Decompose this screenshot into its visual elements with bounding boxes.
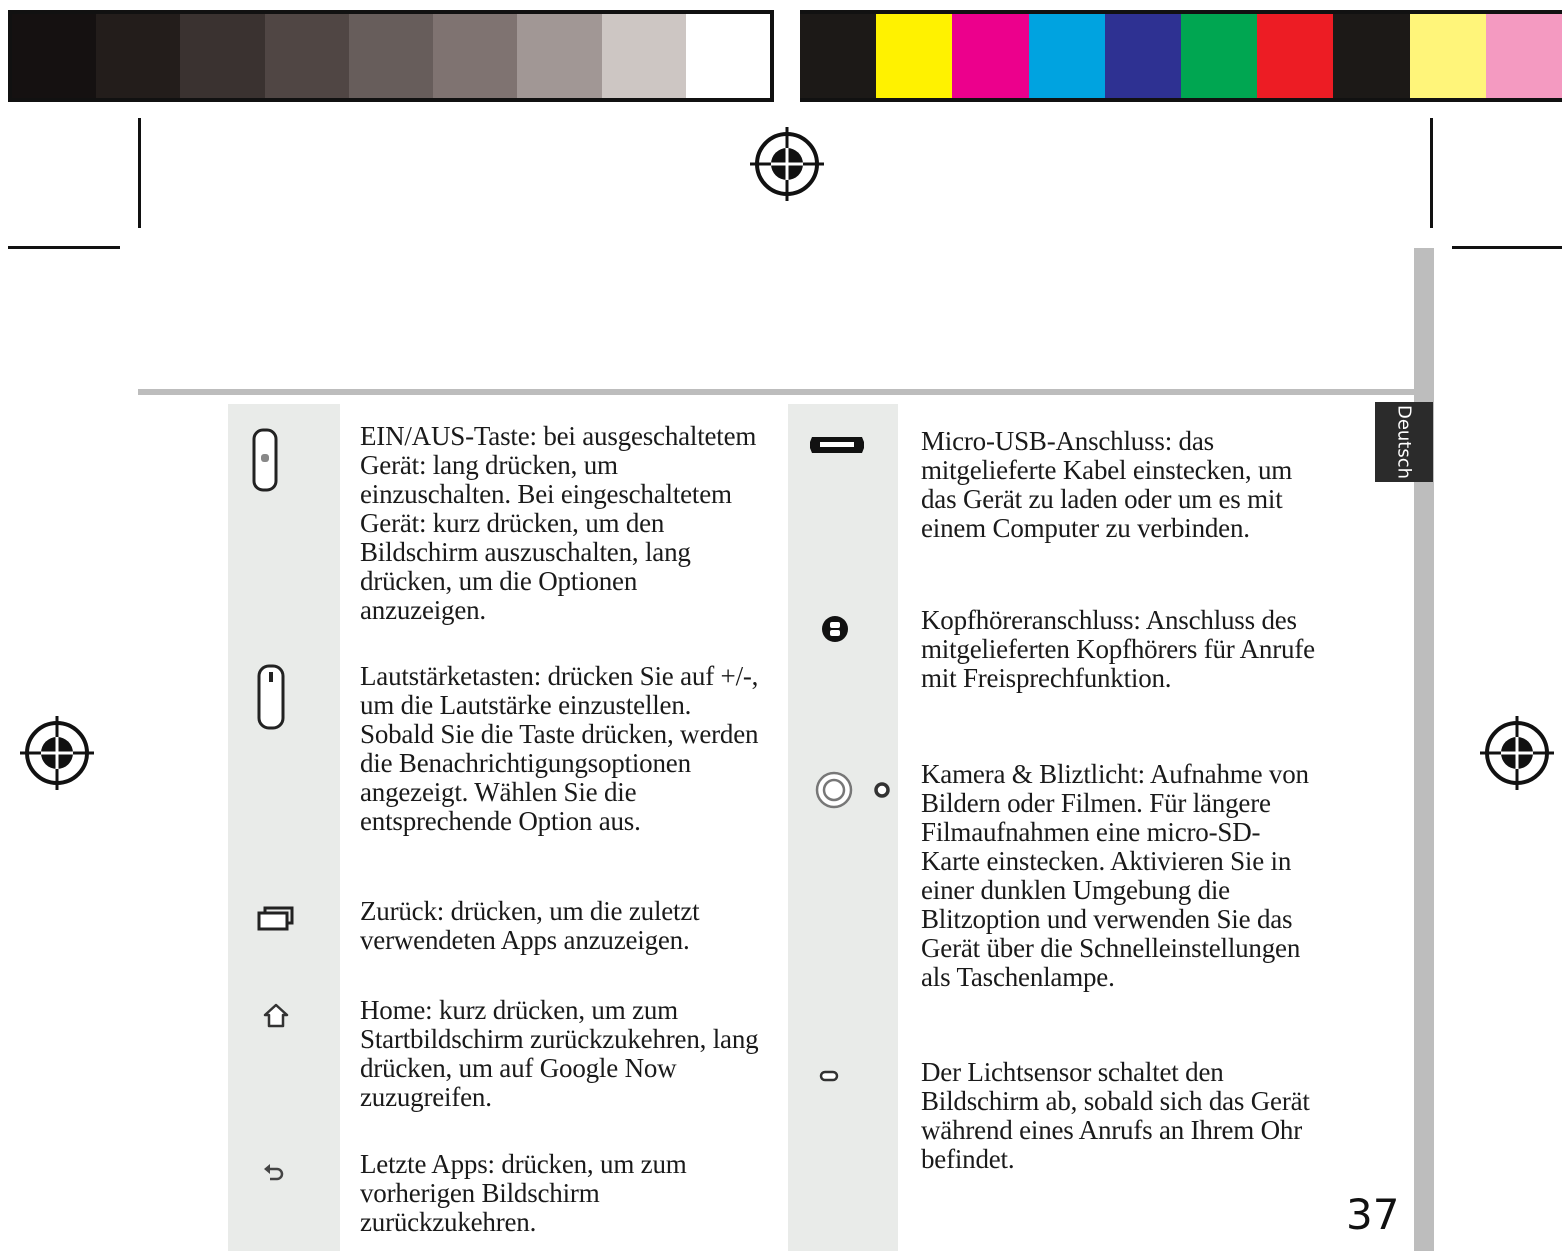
light-sensor-icon [818,1068,840,1084]
color-swatch [1105,14,1181,98]
back-icon [262,1160,286,1182]
color-swatch [1181,14,1257,98]
color-swatch [517,14,601,98]
crop-mark [1430,118,1433,228]
color-swatch [876,14,952,98]
headphone-jack-description: Kopfhöreranschluss: Anschluss des mitgelieferten Kopfhörers für Anrufe mit Freisprechfunktion. [921,605,1315,693]
color-swatch [1029,14,1105,98]
crop-mark [138,118,141,228]
headphone-jack-icon [820,614,850,644]
home-icon [262,1002,290,1030]
crop-mark [8,246,120,249]
crop-mark [1452,246,1562,249]
color-swatch [433,14,517,98]
color-swatch [686,14,770,98]
language-tab [1375,402,1433,482]
color-swatch [12,14,96,98]
recent-apps-icon [256,904,296,932]
camera-flash-description: Kamera & Bliztlicht: Aufnahme von Bildern oder Filmen. Für längere Filmaufnahmen eine micro-SD-Karte einstecken. Aktivieren Sie in einer dunklen Umgebung die Blitzoption und verwenden Sie das Gerät über die Schnelleinstellungen als Taschenlampe. [921,759,1309,992]
language-tab-label: Deutsch [1393,404,1415,480]
back-description: Letzte Apps: drücken, um zum vorherigen Bildschirm zurückzukehren. [360,1149,687,1237]
power-button-icon [252,428,278,492]
color-swatch [952,14,1028,98]
color-swatch [1333,14,1409,98]
color-swatch [180,14,264,98]
grayscale-color-bar [8,10,774,102]
micro-usb-icon [808,434,866,456]
volume-keys-description: Lautstärketasten: drücken Sie auf +/-, um die Lautstärke einzustellen. Sobald Sie die Taste drücken, werden die Benachrichtigungsoptionen angezeigt. Wählen Sie die entsprechende Option aus. [360,661,759,836]
left-icon-column [228,404,340,1251]
camera-flash-icon [812,766,894,812]
color-swatch [800,14,876,98]
registration-mark-icon [1480,716,1554,790]
light-sensor-description: Der Lichtsensor schaltet den Bildschirm ab, sobald sich das Gerät während eines Anrufs an Ihrem Ohr befindet. [921,1057,1310,1174]
color-swatch [602,14,686,98]
header-rule [138,389,1414,395]
right-icon-column [788,404,898,1251]
color-swatch [349,14,433,98]
process-color-bar [800,10,1562,102]
registration-mark-icon [750,127,824,201]
volume-keys-icon [257,664,285,730]
power-button-description: EIN/AUS-Taste: bei ausgeschaltetem Gerät: lang drücken, um einzuschalten. Bei eingeschaltetem Gerät: kurz drücken, um den Bildschirm auszuschalten, lang drücken, um die Optionen anzuzeigen. [360,421,757,625]
color-swatch [265,14,349,98]
color-swatch [1257,14,1333,98]
color-swatch [96,14,180,98]
registration-mark-icon [20,716,94,790]
home-description: Home: kurz drücken, um zum Startbildschirm zurückzukehren, lang drücken, um auf Google Now zuzugreifen. [360,995,759,1112]
page-number: 37 [1346,1190,1400,1239]
color-swatch [1410,14,1486,98]
recent-apps-description: Zurück: drücken, um die zuletzt verwendeten Apps anzuzeigen. [360,896,700,955]
micro-usb-description: Micro-USB-Anschluss: das mitgelieferte Kabel einstecken, um das Gerät zu laden oder um es mit einem Computer zu verbinden. [921,426,1293,543]
color-swatch [1486,14,1562,98]
side-margin-bar [1414,248,1434,1251]
